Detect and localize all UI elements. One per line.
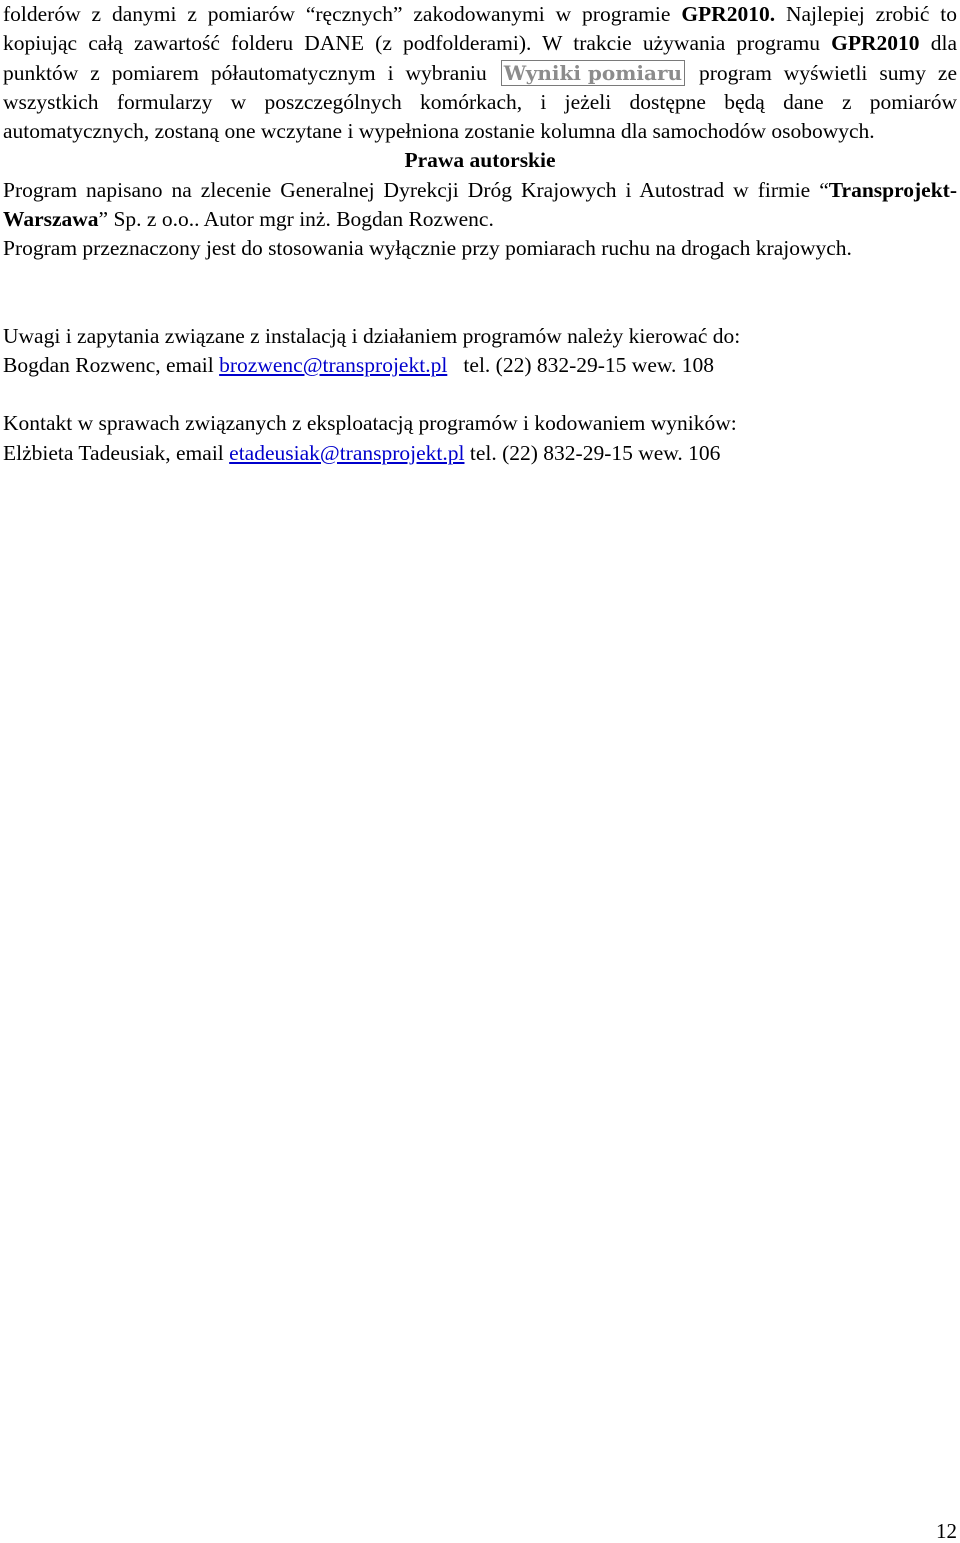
program-name-bold-2: GPR2010	[831, 31, 920, 56]
intro-text-3: dla punktów z pomiarem półautomatycznym i wybraniu	[3, 31, 957, 85]
spacer	[3, 380, 957, 409]
contact2-phone: tel. (22) 832-29-15 wew. 106	[464, 440, 721, 465]
spacer	[3, 264, 957, 322]
contact2-name: Elżbieta Tadeusiak, email	[3, 440, 230, 465]
company-name-bold: Transprojekt-Warszawa	[3, 177, 957, 232]
copyright-paragraph	[3, 176, 957, 235]
document-page	[3, 0, 957, 468]
contact1-name: Bogdan Rozwenc, email	[3, 352, 220, 377]
wyniki-pomiaru-button-image: Wyniki pomiaru	[501, 60, 685, 86]
program-name-bold: GPR2010.	[681, 2, 776, 26]
contact1-phone: tel. (22) 832-29-15 wew. 108	[447, 352, 714, 377]
contact-paragraph-1	[3, 322, 957, 381]
copyright-text-2: ” Sp. z o.o.. Autor mgr inż. Bogdan Rozwenc.	[98, 207, 494, 232]
email-link-brozwenc[interactable]: brozwenc@transprojekt.pl	[219, 352, 448, 377]
intro-text-4: program wyświetli sumy ze wszystkich formularzy w poszczególnych komórkach, i jeżeli dostępne będą dane z pomiarów automatycznych, zostaną one wczytane i wypełniona zostanie kolumna dla samochodów osobowych.	[3, 60, 957, 144]
usage-paragraph: Program przeznaczony jest do stosowania wyłącznie przy pomiarach ruchu na drogach krajowych.	[3, 236, 852, 261]
copyright-text-1: Program napisano na zlecenie Generalnej Dyrekcji Dróg Krajowych i Autostrad w firmie “	[3, 177, 829, 202]
copyright-heading: Prawa autorskie	[404, 148, 556, 173]
contact-paragraph-2	[3, 409, 957, 468]
intro-text-1: folderów z danymi z pomiarów “ręcznych” zakodowanymi w programie	[3, 2, 682, 26]
intro-paragraph	[3, 0, 957, 146]
contact2-intro: Kontakt w sprawach związanych z eksploatacją programów i kodowaniem wyników:	[3, 411, 737, 436]
email-link-etadeusiak[interactable]: etadeusiak@transprojekt.pl	[229, 440, 465, 465]
contact1-intro: Uwagi i zapytania związane z instalacją i działaniem programów należy kierować do:	[3, 323, 741, 348]
page-number: 12	[936, 1519, 957, 1543]
intro-text-2: Najlepiej zrobić to kopiując całą zawartość folderu DANE (z podfolderami). W trakcie używania programu	[3, 2, 957, 56]
